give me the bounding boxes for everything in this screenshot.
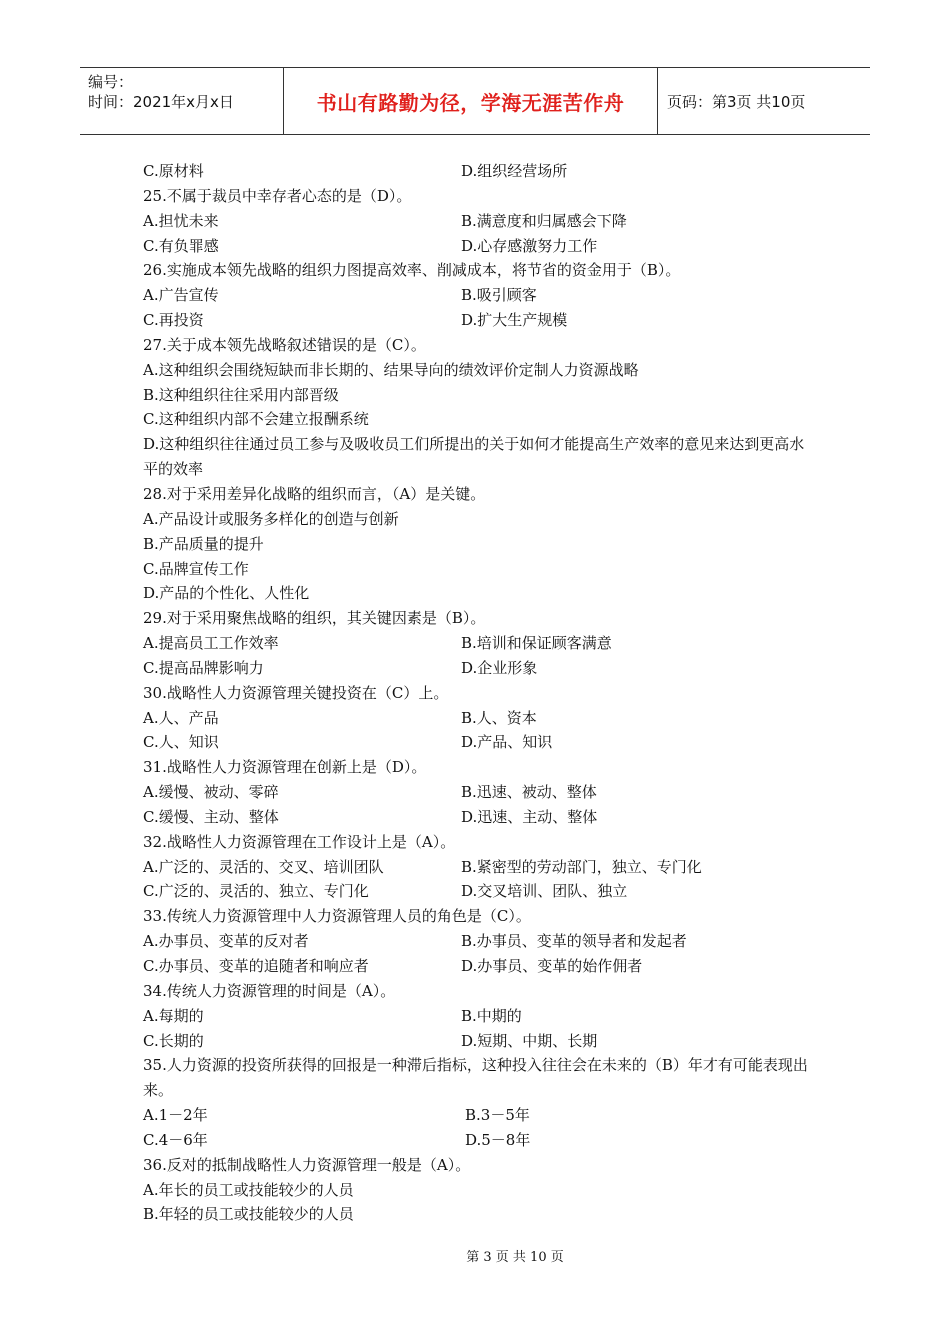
option-c: C.再投资 [143, 311, 204, 330]
option-b: B.人、资本 [461, 708, 537, 727]
option-row [143, 805, 823, 830]
option-d: D.组织经营场所 [461, 162, 568, 180]
page-footer: 第 3 页 共 10 页 [466, 1250, 564, 1265]
option-d: D.办事员、变革的始作佣者 [461, 957, 643, 975]
option-a: A.人、产品 [143, 708, 219, 727]
option-a: A.提高员工工作效率 [143, 634, 279, 653]
option-b: B.办事员、变革的领导者和发起者 [461, 932, 687, 951]
question-36-stem: 36.反对的抵制战略性人力资源管理一般是（A）。 [143, 1155, 471, 1174]
option-a: A.年长的员工或技能较少的人员 [143, 1180, 354, 1199]
question-26-stem: 26.实施成本领先战略的组织力图提高效率、削减成本，将节省的资金用于（B）。 [143, 261, 681, 280]
option-row [143, 308, 823, 333]
option-row [143, 1029, 823, 1054]
option-c: C.提高品牌影响力 [143, 658, 264, 677]
option-row [143, 730, 823, 755]
option-row [143, 1128, 823, 1153]
option-b: B.这种组织往往采用内部晋级 [143, 385, 339, 404]
question-25-stem: 25.不属于裁员中幸存者心态的是（D）。 [143, 186, 412, 205]
option-d: D.产品的个性化、人性化 [143, 584, 310, 603]
page-header [80, 67, 870, 135]
header-meta [80, 68, 283, 134]
option-c: C.缓慢、主动、整体 [143, 807, 279, 826]
option-a: A.产品设计或服务多样化的创造与创新 [143, 509, 399, 528]
question-28-stem: 28.对于采用差异化战略的组织而言，（A）是关键。 [143, 484, 486, 503]
option-d: D.这种组织往往通过员工参与及吸收员工们所提出的关于如何才能提高生产效率的意见来达到更高水平的效率 [143, 435, 805, 479]
option-a: A.担忧未来 [143, 211, 219, 230]
question-32-stem: 32.战略性人力资源管理在工作设计上是（A）。 [143, 832, 456, 851]
header-page-code: 页码：第3页 共10页 [667, 92, 806, 111]
doc-date-label: 时间：2021年x月x日 [88, 93, 234, 111]
option-row [143, 631, 823, 656]
question-29-stem: 29.对于采用聚焦战略的组织，其关键因素是（B）。 [143, 609, 486, 628]
option-c: C.原材料 [143, 162, 204, 180]
option-a: A.1－2年 [143, 1106, 208, 1125]
option-a: A.这种组织会围绕短缺而非长期的、结果导向的绩效评价定制人力资源战略 [143, 360, 639, 379]
option-b: B.年轻的员工或技能较少的人员 [143, 1205, 354, 1224]
option-d: D.扩大生产规模 [461, 311, 568, 330]
option-c: C.有负罪感 [143, 236, 219, 255]
option-b: B.紧密型的劳动部门，独立、专门化 [461, 857, 702, 876]
option-c: C.这种组织内部不会建立报酬系统 [143, 410, 369, 429]
option-c: C.广泛的、灵活的、独立、专门化 [143, 882, 369, 901]
option-row [143, 879, 823, 904]
option-d: D.交叉培训、团队、独立 [461, 882, 628, 901]
option-b: B.中期的 [461, 1006, 522, 1025]
question-35-stem: 35.人力资源的投资所获得的回报是一种滞后指标，这种投入往往会在未来的（B）年才有可能表现出来。 [143, 1056, 808, 1100]
option-c: C.人、知识 [143, 733, 219, 752]
option-row [143, 209, 823, 234]
option-row [143, 283, 823, 308]
option-c: C.品牌宣传工作 [143, 559, 249, 578]
option-row [143, 954, 823, 979]
option-a: A.每期的 [143, 1006, 204, 1025]
question-31-stem: 31.战略性人力资源管理在创新上是（D）。 [143, 758, 427, 777]
option-row [143, 706, 823, 731]
option-a: A.广告宣传 [143, 286, 219, 305]
option-b: B.培训和保证顾客满意 [461, 634, 612, 653]
option-d: D.迅速、主动、整体 [461, 807, 598, 826]
option-b: B.满意度和归属感会下降 [461, 211, 627, 230]
option-row [143, 159, 823, 184]
option-a: A.广泛的、灵活的、交叉、培训团队 [143, 857, 384, 876]
doc-number-label: 编号： [88, 73, 134, 91]
option-c: C.4－6年 [143, 1130, 208, 1149]
option-d: D.短期、中期、长期 [461, 1031, 598, 1050]
option-b: B.吸引顾客 [461, 286, 537, 305]
option-d: D.5－8年 [465, 1130, 531, 1149]
question-34-stem: 34.传统人力资源管理的时间是（A）。 [143, 981, 396, 1000]
option-row [143, 780, 823, 805]
option-a: A.缓慢、被动、零碎 [143, 783, 279, 802]
option-c: C.长期的 [143, 1031, 204, 1050]
option-row [143, 1004, 823, 1029]
option-d: D.产品、知识 [461, 733, 553, 752]
option-a: A.办事员、变革的反对者 [143, 932, 309, 951]
option-b: B.3－5年 [465, 1106, 530, 1125]
option-row [143, 656, 823, 681]
option-row [143, 855, 823, 880]
option-d: D.心存感激努力工作 [461, 236, 598, 255]
question-27-stem: 27.关于成本领先战略叙述错误的是（C）。 [143, 335, 426, 354]
option-b: B.迅速、被动、整体 [461, 783, 597, 802]
option-b: B.产品质量的提升 [143, 534, 264, 553]
option-row [143, 929, 823, 954]
document-body [143, 159, 823, 1227]
option-c: C.办事员、变革的追随者和响应者 [143, 957, 369, 975]
option-d: D.企业形象 [461, 658, 538, 677]
header-motto: 书山有路勤为径，学海无涯苦作舟 [283, 68, 658, 134]
question-30-stem: 30.战略性人力资源管理关键投资在（C）上。 [143, 683, 449, 702]
option-row [143, 234, 823, 259]
option-row [143, 1103, 823, 1128]
question-33-stem: 33.传统人力资源管理中人力资源管理人员的角色是（C）。 [143, 907, 531, 926]
